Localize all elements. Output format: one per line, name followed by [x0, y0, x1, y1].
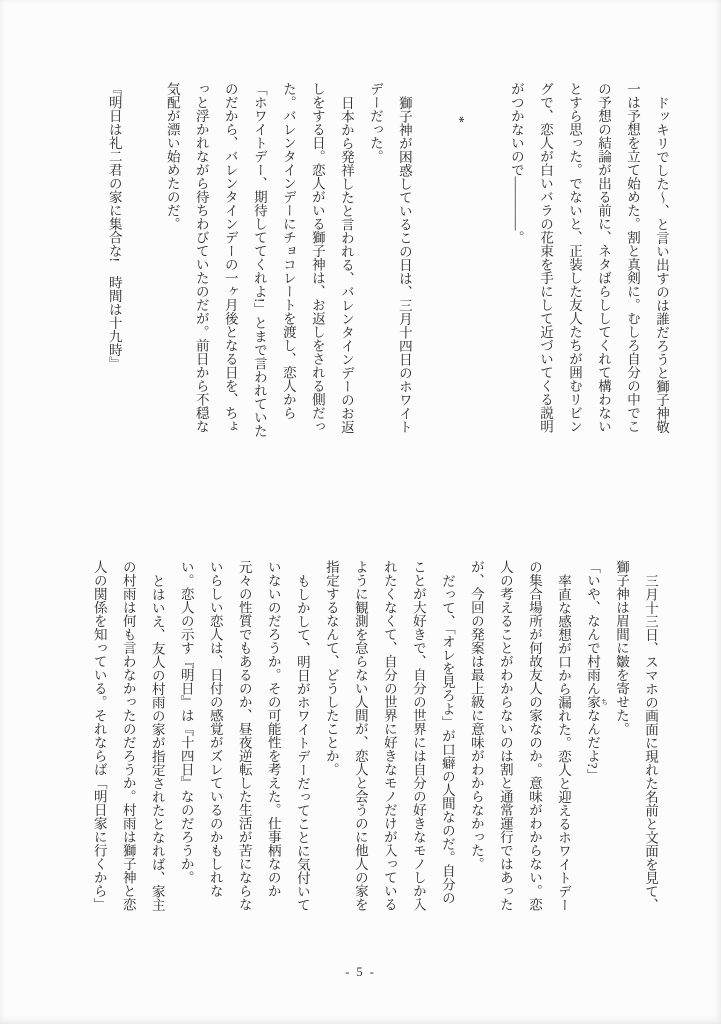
furigana: ち: [599, 695, 607, 709]
dialogue-text-after: なんだよ?」: [584, 708, 600, 782]
paragraph: とはいえ、友人の村雨の家が指定されたとなれば、家主の村雨は何も言わなかったのだろうか。村雨は獅子神と恋人の関係を知っている。それならば「明日家に行くから」: [91, 560, 165, 911]
paragraph: 率直な感想が口から漏れた。恋人と迎えるホワイトデーの集合場所が何故友人の家なのか。意味がわからない。恋人の考えることがわからないのは割と通常運行ではあったが、今回の発案は最上級に意味がわからなかった。: [468, 560, 571, 911]
message-quote-line: 『明日は礼二君の家に集合な! 時間は十九時』: [106, 82, 122, 370]
page-number: - 5 -: [345, 965, 376, 979]
paragraph: 獅子神が困惑しているこの日は、三月十四日のホワイトデーだった。: [367, 82, 412, 433]
lower-text-block: [85, 560, 665, 916]
dialogue-line: [578, 560, 607, 916]
ruby-base: 家: [584, 695, 600, 709]
paragraph: もしかして、明日がホワイトデーだってことに気付いていないのだろうか。その可能性を考えた。仕事柄なのか元々の性質でもあるのか、昼夜逆転した生活が苦にならないらしい恋人は、日付の感覚がズレているのかもしれない。恋人の示す『明日』は『十四日』なのだろうか。: [178, 560, 310, 911]
ruby-annotated-word: [584, 695, 607, 709]
paragraph: 三月十三日、スマホの画面に現れた名前と文面を見て、獅子神は眉間に皺を寄せた。: [613, 560, 658, 911]
dialogue-text-before: 「いや、なんで村雨ん: [584, 560, 600, 695]
paragraph: ドッキリでした〜、と言い出すのは誰だろうと獅子神敬一は予想を立て始めた。割と真剣に。むしろ自分の中でこの予想の結論が出る前に、ネタばらししてくれて構わないとすら思った。でないと、正装した友人たちが囲むリビングで、恋人が白いバラの花束を手にして近づいてくる説明がつかないので――――。: [508, 82, 669, 433]
paragraph: だって、「オレを見ろよ」が口癖の人間なのだ。自分のことが大好きで、自分の世界には自分の好きなモノしか入れたくなくて、自分の世界に好きなモノだけが入っているように観測を怠らない人間が、恋人と会うのに他人の家を指定するなんて、どうしたことか。: [323, 560, 455, 911]
scene-separator: *: [451, 115, 467, 123]
upper-text-block: [100, 82, 676, 438]
paragraph: 日本から発祥したと言われる、バレンタインデーのお返しをする日。恋人がいる獅子神は、お返しをされる側だった。バレンタインデーにチョコレートを渡し、恋人から「ホワイトデー、期待しててくれよ!」とまで言われていたのだから、バレンタインデーの一ヶ月後となる日を、ちょっと浮かれながら待ちわびていたのだが。前日から不穏な気配が漂い始めたのだ。: [164, 82, 354, 438]
